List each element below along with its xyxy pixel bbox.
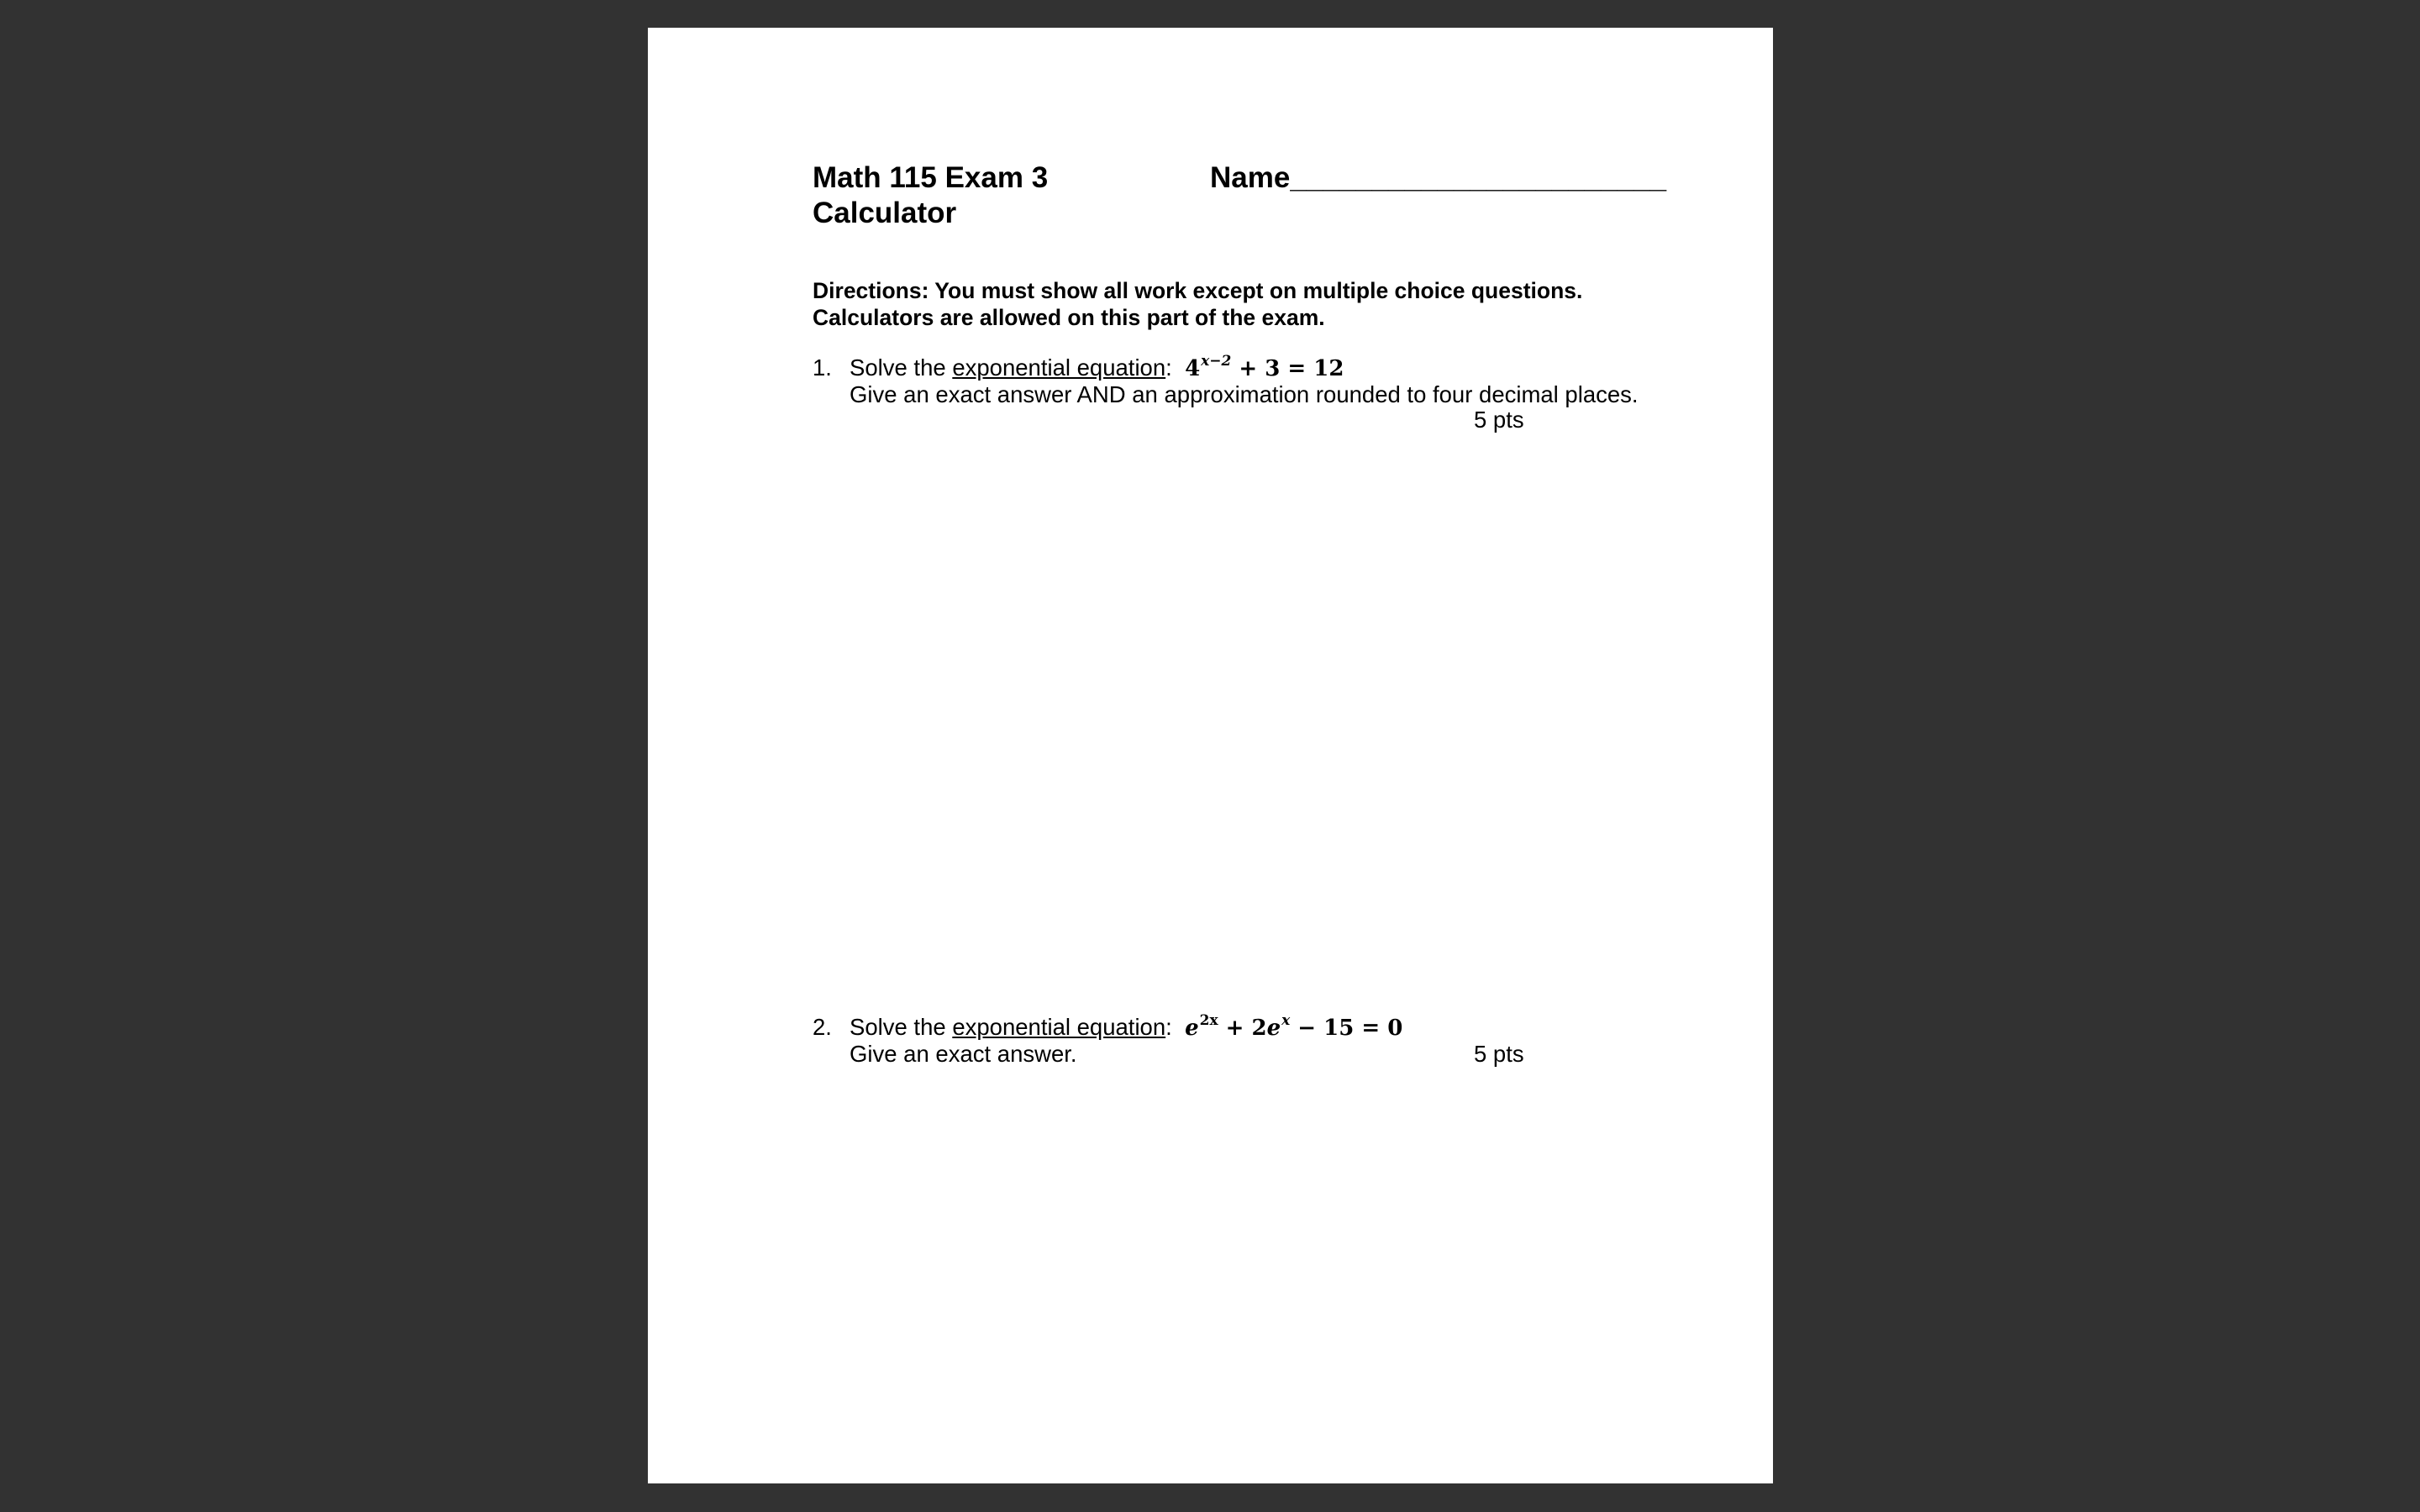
equation-term-b-base: e bbox=[1266, 1016, 1281, 1041]
name-field bbox=[1210, 160, 1666, 196]
equation-rest: + 3 = 12 bbox=[1231, 356, 1344, 381]
question-1-prompt bbox=[850, 354, 1344, 385]
question-2-colon: : bbox=[1165, 1014, 1172, 1040]
equation-exponent: x−2 bbox=[1201, 353, 1232, 370]
equation-base: 4 bbox=[1185, 356, 1201, 381]
equation-rest: − 15 = 0 bbox=[1290, 1016, 1403, 1041]
exam-title bbox=[813, 160, 1048, 231]
equation-term-a-exponent: 2x bbox=[1199, 1012, 1218, 1029]
question-2-topic: exponential equation bbox=[952, 1014, 1166, 1040]
directions-line2: Calculators are allowed on this part of the exam. bbox=[813, 305, 1325, 330]
exam-title-line1: Math 115 Exam 3 bbox=[813, 161, 1049, 194]
question-1-topic: exponential equation bbox=[952, 354, 1166, 381]
question-2-prompt bbox=[850, 1014, 1402, 1044]
equation-middle: + 2 bbox=[1218, 1016, 1267, 1041]
question-2-prefix: Solve the bbox=[850, 1014, 953, 1040]
question-1-instruction: Give an exact answer AND an approximation rounded to four decimal places. bbox=[850, 381, 1639, 407]
document-page bbox=[648, 28, 1773, 1483]
directions bbox=[813, 277, 1582, 331]
question-2-equation bbox=[1185, 1012, 1403, 1041]
directions-line1: Directions: You must show all work except on multiple choice questions. bbox=[813, 278, 1583, 303]
name-blank-line: _______________________ bbox=[1290, 161, 1667, 194]
exam-title-line2: Calculator bbox=[813, 197, 957, 229]
question-1-prefix: Solve the bbox=[850, 354, 953, 381]
name-label: Name bbox=[1210, 161, 1291, 194]
equation-term-b-exponent: x bbox=[1281, 1012, 1291, 1029]
equation-term-a-base: e bbox=[1185, 1016, 1199, 1041]
question-2-instruction: Give an exact answer. bbox=[850, 1041, 1077, 1067]
question-2-number: 2. bbox=[813, 1014, 832, 1040]
question-1-colon: : bbox=[1165, 354, 1172, 381]
question-1-points: 5 pts bbox=[1474, 407, 1524, 433]
question-2-points: 5 pts bbox=[1474, 1041, 1524, 1067]
question-1-equation bbox=[1185, 353, 1344, 381]
question-1-number: 1. bbox=[813, 354, 832, 381]
